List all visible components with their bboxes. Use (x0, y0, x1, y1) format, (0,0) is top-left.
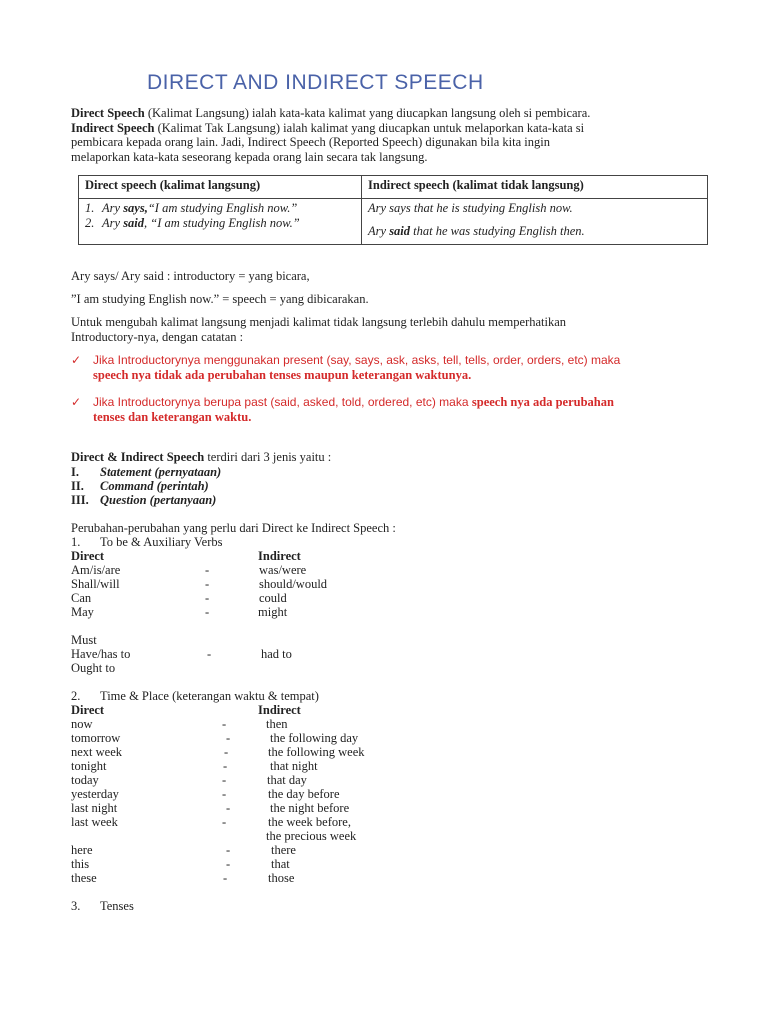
dash: - (205, 563, 210, 577)
dash: - (205, 605, 210, 619)
verb-indirect: was/were (259, 563, 307, 577)
dash: - (222, 773, 227, 787)
verb-indirect: should/would (259, 577, 328, 591)
verb-indirect: might (258, 605, 288, 619)
dash: - (207, 647, 212, 661)
bullet-past: Jika Introductorynya berupa past (said, asked, told, ordered, etc) maka speech nya ada perubahan tenses dan keterangan waktu. (93, 395, 614, 424)
column-indirect-header: Indirect (258, 703, 301, 717)
place-direct: here (71, 843, 93, 857)
time-indirect: that day (267, 773, 307, 787)
section-3-number: 3. (71, 899, 81, 913)
page-title: DIRECT AND INDIRECT SPEECH (147, 71, 484, 94)
place-direct: this (71, 857, 90, 871)
changes-intro: Perubahan-perubahan yang perlu dari Direct ke Indirect Speech : (71, 521, 396, 535)
note-introductory: Ary says/ Ary said : introductory = yang bicara, (71, 269, 310, 283)
type-question: III. Question (pertanyaan) (71, 493, 217, 507)
direct-examples (79, 199, 362, 245)
indirect-examples (362, 199, 708, 245)
column-indirect-header: Indirect (258, 549, 301, 563)
type-statement: I. Statement (pernyataan) (71, 465, 222, 479)
verb-indirect: could (259, 591, 287, 605)
verb-direct: Am/is/are (71, 563, 121, 577)
dash: - (226, 801, 231, 815)
section-2-number: 2. (71, 689, 81, 703)
check-icon: ✓ (71, 353, 82, 367)
time-indirect: the night before (270, 801, 350, 815)
time-direct: last night (71, 801, 118, 815)
section-2-title: Time & Place (keterangan waktu & tempat) (100, 689, 319, 703)
time-indirect: the following day (270, 731, 359, 745)
place-direct: these (71, 871, 97, 885)
verb-direct: Can (71, 591, 92, 605)
verb-direct: May (71, 605, 94, 619)
type-command: II. Command (perintah) (71, 479, 209, 493)
time-indirect: then (266, 717, 288, 731)
intro-line: Direct Speech (Kalimat Langsung) ialah kata-kata kalimat yang diucapkan langsung oleh si pembicara. (71, 106, 591, 120)
dash: - (205, 591, 210, 605)
section-1-title: To be & Auxiliary Verbs (100, 535, 223, 549)
bullet-present: Jika Introductorynya menggunakan present (say, says, ask, asks, tell, tells, order, orders, etc) maka speech nya tidak ada perubahan tenses maupun keterangan waktunya. (93, 353, 621, 382)
verb-direct: Shall/will (71, 577, 120, 591)
time-direct: now (71, 717, 93, 731)
time-direct: tonight (71, 759, 107, 773)
time-indirect: the day before (268, 787, 340, 801)
header-direct: Direct speech (kalimat langsung) (79, 176, 362, 199)
example-table (78, 175, 708, 245)
indirect-example-2: Ary said that he was studying English then. (368, 223, 585, 238)
term-direct: Direct Speech (71, 106, 145, 120)
section-1-number: 1. (71, 535, 81, 549)
place-indirect: those (268, 871, 295, 885)
dash: - (222, 717, 227, 731)
dash: - (224, 745, 229, 759)
time-direct: yesterday (71, 787, 119, 801)
verb-indirect: had to (261, 647, 292, 661)
time-indirect: the following week (268, 745, 365, 759)
direct-example-1: 1. Ary says,“I am studying English now.” (85, 201, 298, 215)
note-speech: ”I am studying English now.” = speech = yang dibicarakan. (71, 292, 369, 306)
table-row (79, 199, 708, 245)
check-icon: ✓ (71, 395, 82, 409)
intro-line: melaporkan kata-kata seseorang kepada orang lain secara tak langsung. (71, 149, 428, 164)
dash: - (223, 871, 228, 885)
header-indirect: Indirect speech (kalimat tidak langsung) (362, 176, 708, 199)
dash: - (226, 843, 231, 857)
term-indirect: Indirect Speech (71, 120, 155, 135)
time-direct: today (71, 773, 99, 787)
time-indirect: the week before, (268, 815, 351, 829)
dash: - (226, 731, 231, 745)
direct-example-2: 2. Ary said, “I am studying English now.” (85, 215, 300, 230)
table-header-row (79, 176, 708, 199)
intro-paragraph (71, 106, 711, 164)
time-indirect: that night (270, 759, 318, 773)
verb-direct: Must (71, 633, 97, 647)
dash: - (222, 787, 227, 801)
section-3-title: Tenses (100, 899, 134, 913)
dash: - (222, 815, 227, 829)
time-indirect: the precious week (266, 829, 357, 843)
column-direct-header: Direct (71, 703, 105, 717)
verb-direct: Have/has to (71, 647, 131, 661)
dash: - (205, 577, 210, 591)
time-direct: next week (71, 745, 123, 759)
verb-direct: Ought to (71, 661, 116, 675)
place-indirect: that (271, 857, 290, 871)
time-direct: tomorrow (71, 731, 121, 745)
note-rule: Untuk mengubah kalimat langsung menjadi kalimat tidak langsung terlebih dahulu memperhatikan (71, 315, 567, 329)
note-rule-cont: Introductory-nya, dengan catatan : (71, 330, 244, 344)
time-direct: last week (71, 815, 118, 829)
intro-line: Indirect Speech (Kalimat Tak Langsung) ialah kalimat yang diucapkan untuk melaporkan kata-kata si (71, 120, 585, 135)
indirect-example-1: Ary says that he is studying English now. (368, 201, 573, 215)
types-intro: Direct & Indirect Speech terdiri dari 3 jenis yaitu : (71, 450, 332, 464)
place-indirect: there (271, 843, 296, 857)
column-direct-header: Direct (71, 549, 105, 563)
dash: - (226, 857, 231, 871)
dash: - (223, 759, 228, 773)
intro-line: pembicara kepada orang lain. Jadi, Indirect Speech (Reported Speech) digunakan bila kita ingin (71, 135, 550, 149)
